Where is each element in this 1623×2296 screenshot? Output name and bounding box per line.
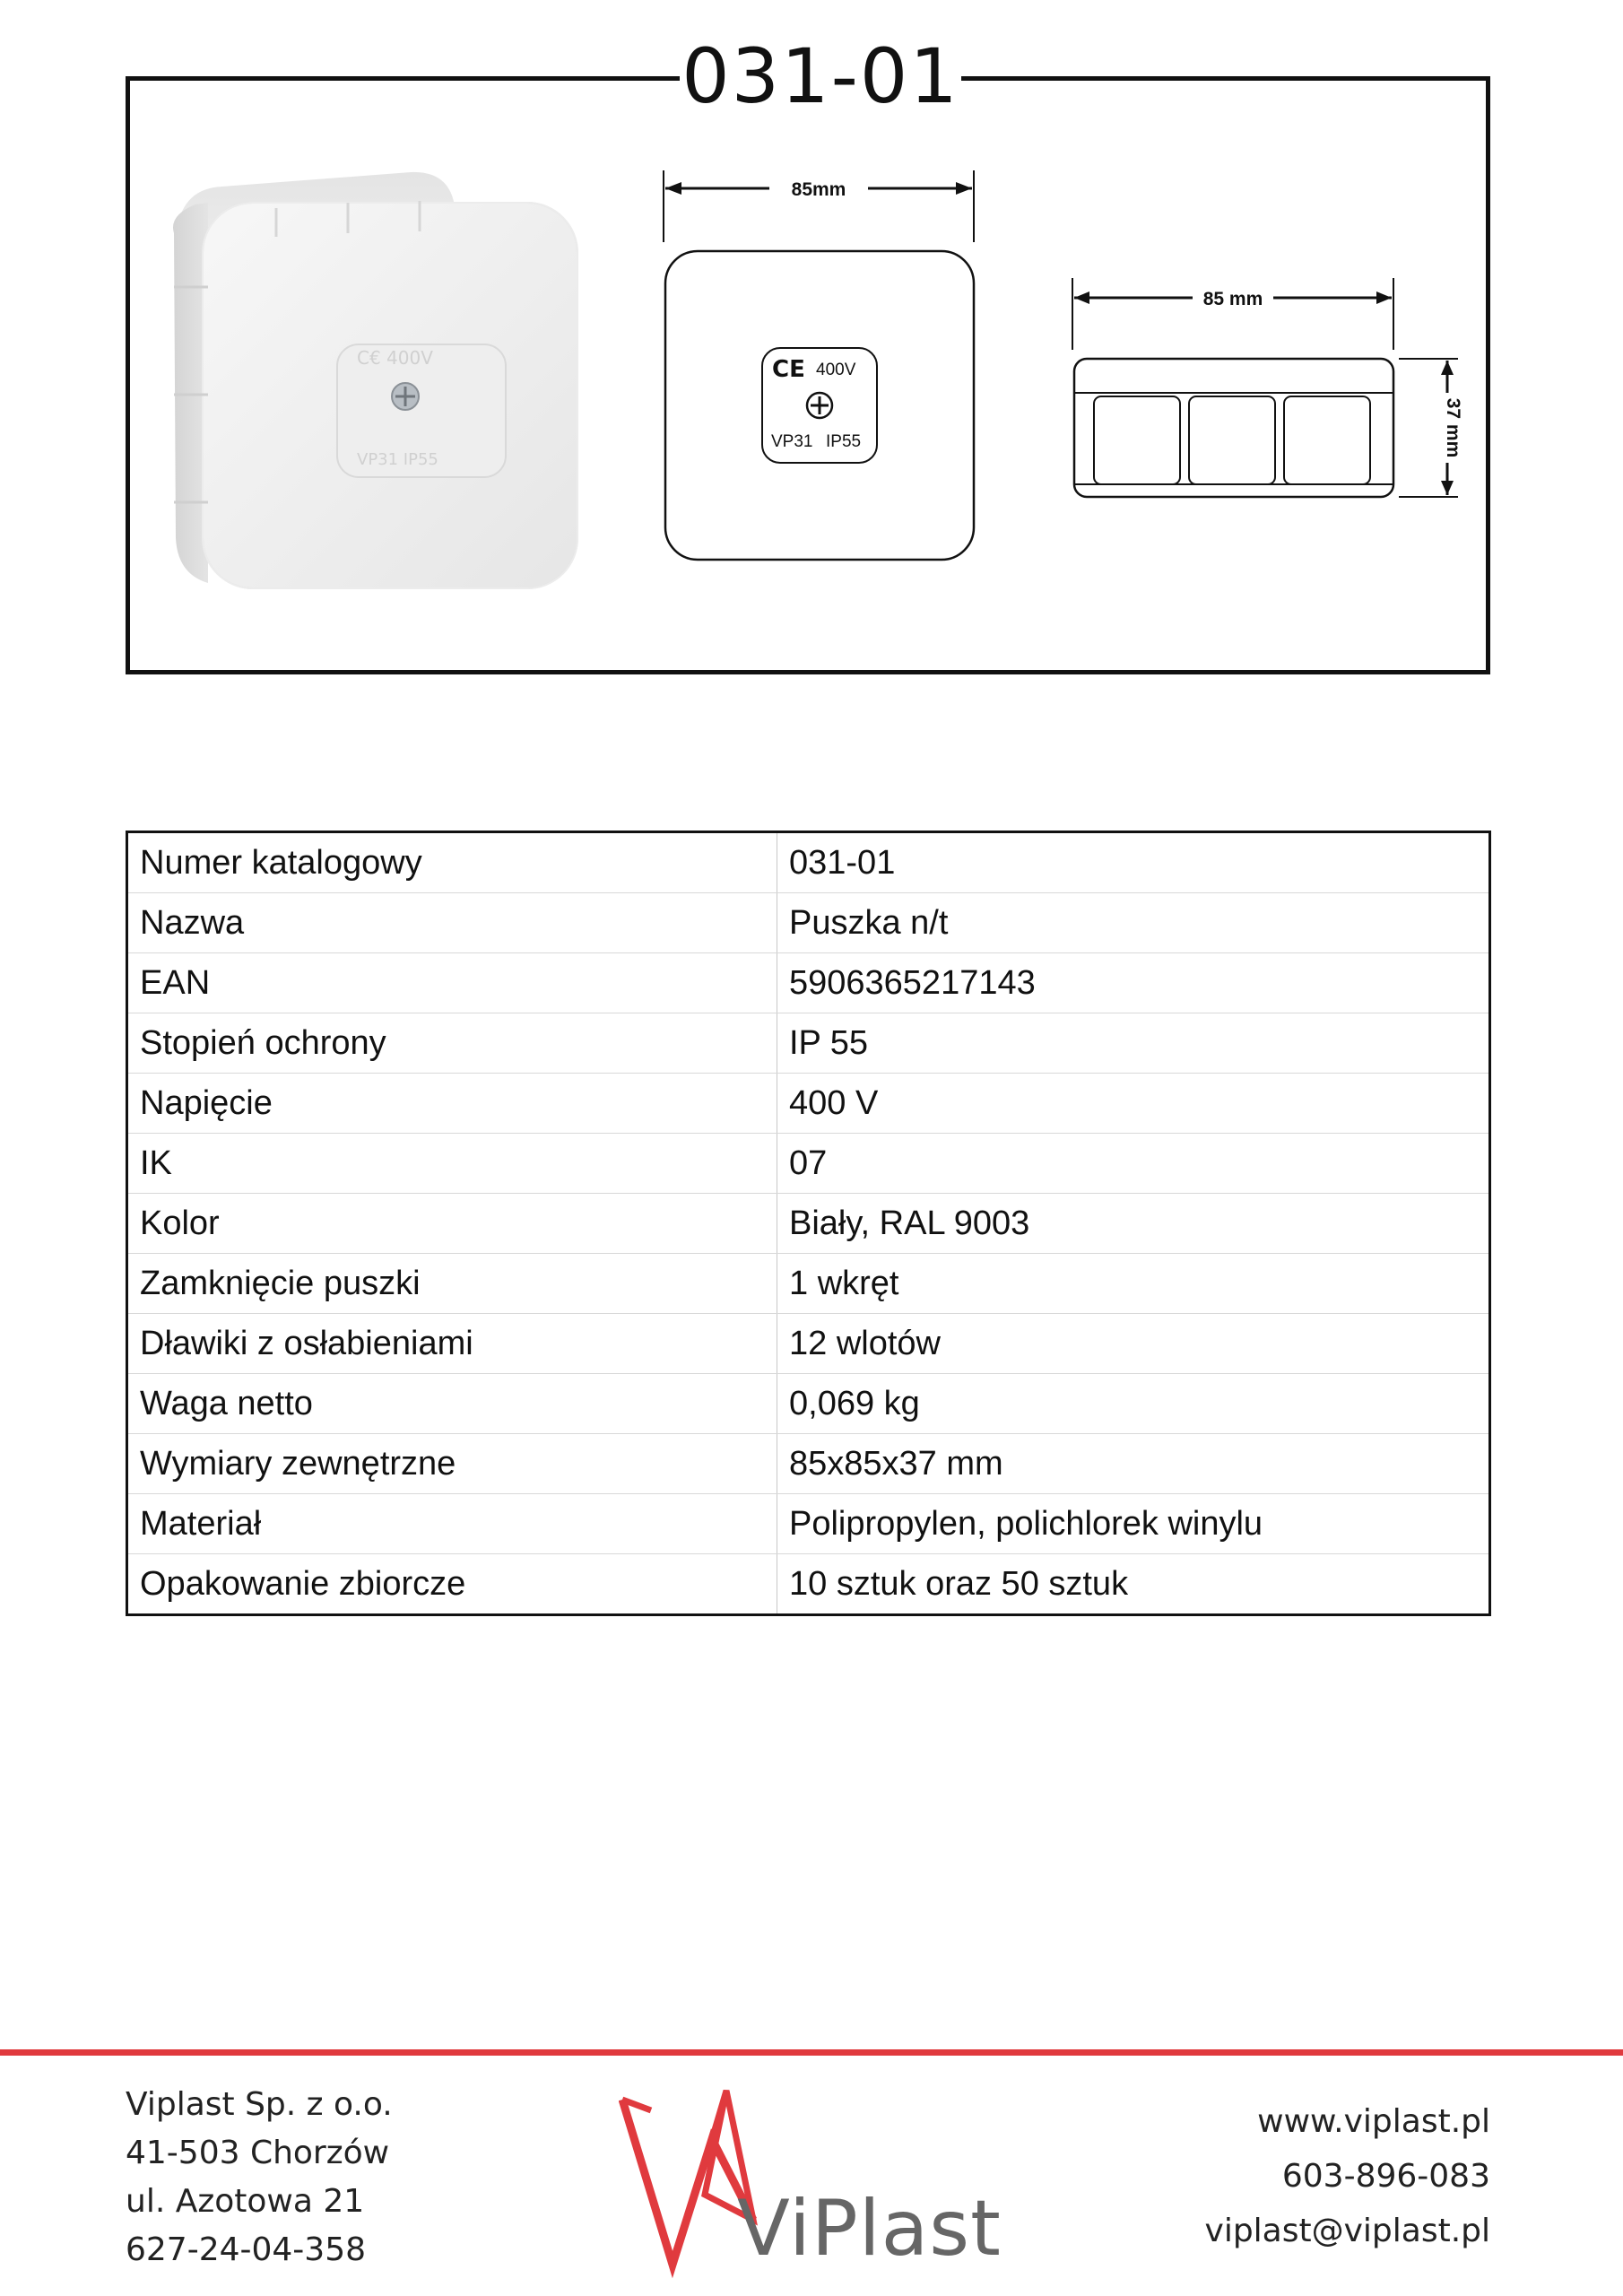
product-photo (169, 161, 599, 601)
photo-mark-ce: C€ 400V (357, 347, 433, 369)
side-view-drawing (1067, 278, 1471, 511)
phone-number[interactable]: 603-896-083 (1281, 2158, 1490, 2195)
spec-table (126, 831, 1491, 1616)
front-mark-ip: IP55 (826, 432, 862, 451)
company-tax-id: 627-24-04-358 (126, 2231, 367, 2268)
spec-label: Numer katalogowy (127, 832, 777, 893)
spec-value: 07 (777, 1134, 1490, 1194)
spec-row (127, 1254, 1490, 1314)
side-height-label: 37 mm (1443, 397, 1463, 458)
website-link[interactable]: www.viplast.pl (1257, 2103, 1490, 2140)
spec-value: 10 sztuk oraz 50 sztuk (789, 1564, 1129, 1603)
spec-label: EAN (127, 953, 777, 1013)
spec-label: Kolor (127, 1194, 777, 1254)
front-width-label: 85mm (791, 179, 846, 200)
spec-value: 85x85x37 mm (777, 1434, 1490, 1494)
front-mark-power: 400V (816, 361, 856, 379)
spec-row (127, 953, 1490, 1013)
viplast-logo-text: ViPlast (737, 2184, 1002, 2274)
spec-row (127, 1554, 1490, 1615)
ce-mark: CE (772, 356, 805, 383)
spec-label: Napięcie (127, 1074, 777, 1134)
spec-row (127, 1494, 1490, 1554)
spec-value: Polipropylen, polichlorek winylu (777, 1494, 1490, 1554)
product-code-title: 031-01 (680, 27, 961, 126)
spec-row (127, 1013, 1490, 1074)
gland-knockout (1189, 396, 1275, 484)
side-width-label: 85 mm (1202, 289, 1263, 309)
spec-value: Biały, RAL 9003 (777, 1194, 1490, 1254)
spec-label: Zamknięcie puszki (127, 1254, 777, 1314)
spec-label: Waga netto (127, 1374, 777, 1434)
company-postcode-city: 41-503 Chorzów (126, 2135, 390, 2171)
spec-label: Nazwa (127, 893, 777, 953)
spec-value: 0,069 kg (777, 1374, 1490, 1434)
spec-label: IK (127, 1134, 777, 1194)
front-view-drawing (655, 170, 986, 565)
spec-value: 5906365217143 (777, 953, 1490, 1013)
spec-label: Wymiary zewnętrzne (127, 1434, 777, 1494)
spec-label: Dławiki z osłabieniami (127, 1314, 777, 1374)
spec-row (127, 832, 1490, 893)
spec-row (127, 1074, 1490, 1134)
spec-label: Stopień ochrony (127, 1013, 777, 1074)
spec-value: 1 wkręt (777, 1254, 1490, 1314)
footer-divider (0, 2049, 1623, 2056)
spec-label: Opakowanie zbiorcze (127, 1554, 777, 1615)
spec-value: Puszka n/t (777, 893, 1490, 953)
spec-row (127, 1194, 1490, 1254)
gland-knockout (1284, 396, 1370, 484)
photo-mark-ip: VP31 IP55 (357, 450, 438, 469)
spec-row (127, 1434, 1490, 1494)
spec-row (127, 1314, 1490, 1374)
company-street: ul. Azotowa 21 (126, 2183, 365, 2220)
spec-row (127, 893, 1490, 953)
gland-knockout (1094, 396, 1180, 484)
spec-row (127, 1134, 1490, 1194)
front-mark-model: VP31 (771, 432, 813, 451)
spec-label: Materiał (127, 1494, 777, 1554)
spec-value: IP 55 (777, 1013, 1490, 1074)
company-name: Viplast Sp. z o.o. (126, 2086, 393, 2123)
company-contact (1205, 2094, 1490, 2258)
company-address (126, 2081, 393, 2274)
spec-value: 400 V (777, 1074, 1490, 1134)
email-link[interactable]: viplast@viplast.pl (1204, 2213, 1490, 2249)
spec-row (127, 1374, 1490, 1434)
spec-value: 031-01 (777, 832, 1490, 893)
spec-value: 12 wlotów (777, 1314, 1490, 1374)
